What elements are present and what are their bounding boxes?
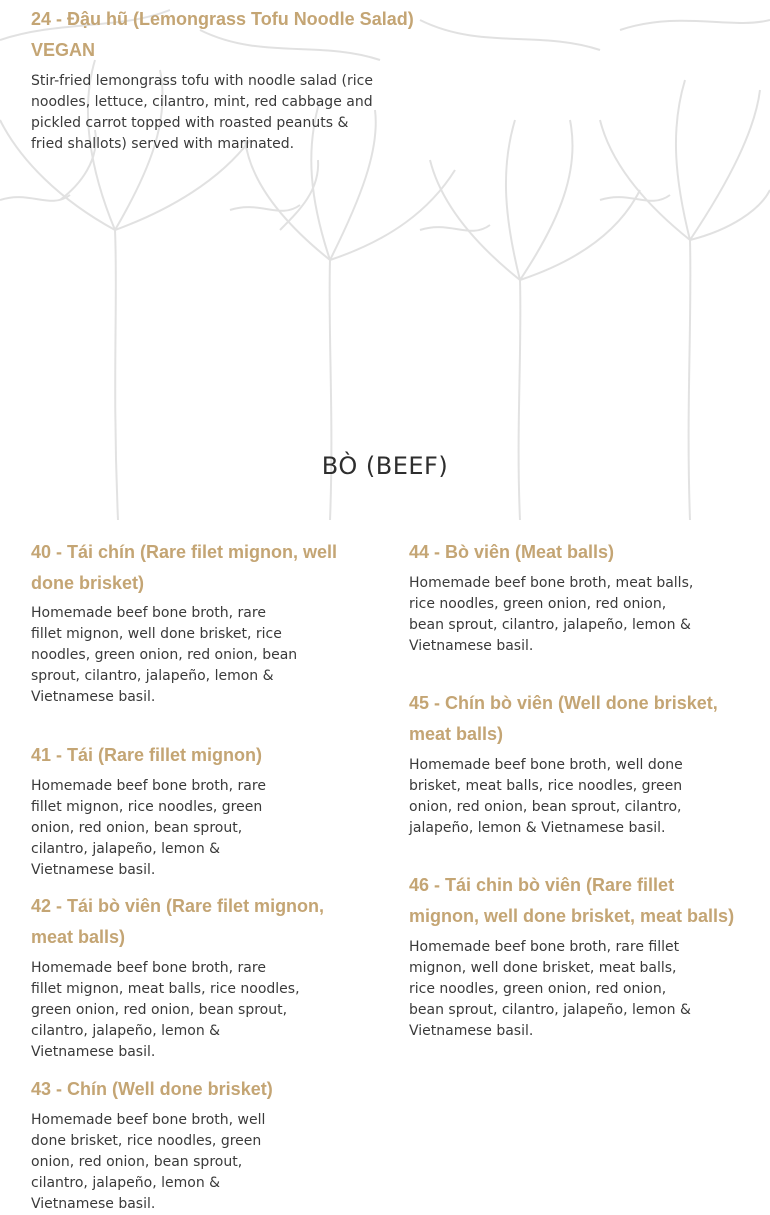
menu-item-description: Homemade beef bone broth, meat balls, rice noodles, green onion, red onion, bean sprout, cilantro, jalapeño, lemon & Vietnamese basil.: [409, 575, 694, 654]
menu-item-description: Homemade beef bone broth, rare fillet mignon, rice noodles, green onion, red onion, bean sprout, cilantro, jalapeño, lemon & Vietnamese basil.: [31, 778, 266, 878]
section-title-beef: BÒ (BEEF): [321, 452, 449, 480]
menu-item-description: Homemade beef bone broth, rare fillet mignon, well done brisket, meat balls, rice noodles, green onion, red onion, bean sprout, cilantro, jalapeño, lemon & Vietnamese basil.: [409, 939, 691, 1039]
menu-item-description: Stir-fried lemongrass tofu with noodle salad (rice noodles, lettuce, cilantro, mint, red cabbage and pickled carrot topped with roasted peanuts & fried shallots) served with marinated.: [31, 73, 373, 152]
menu-item-title: 43 - Chín (Well done brisket): [31, 1079, 273, 1099]
menu-item-title: 40 - Tái chín (Rare filet mignon, well done brisket): [31, 542, 338, 593]
menu-item-description: Homemade beef bone broth, well done brisket, meat balls, rice noodles, green onion, red onion, bean sprout, cilantro, jalapeño, lemon & Vietnamese basil.: [409, 757, 683, 836]
menu-item-title: 24 - Đậu hũ (Lemongrass Tofu Noodle Salad): [31, 9, 414, 29]
vegan-tag: VEGAN: [31, 40, 96, 60]
menu-item-description: Homemade beef bone broth, well done brisket, rice noodles, green onion, red onion, bean sprout, cilantro, jalapeño, lemon & Vietnamese basil.: [31, 1112, 266, 1212]
menu-item-description: Homemade beef bone broth, rare fillet mignon, meat balls, rice noodles, green onion, red onion, bean sprout, cilantro, jalapeño, lemon & Vietnamese basil.: [31, 960, 300, 1060]
menu-item-title: 41 - Tái (Rare fillet mignon): [31, 745, 263, 765]
menu-item-title: 44 - Bò viên (Meat balls): [409, 542, 615, 562]
menu-item-title: 45 - Chín bò viên (Well done brisket, meat balls): [409, 693, 718, 744]
menu-item-title: 46 - Tái chin bò viên (Rare fillet mignon, well done brisket, meat balls): [409, 875, 735, 926]
menu-item-title: 42 - Tái bò viên (Rare filet mignon, meat balls): [31, 896, 325, 947]
menu-item-description: Homemade beef bone broth, rare fillet mignon, well done brisket, rice noodles, green onion, red onion, bean sprout, cilantro, jalapeño, lemon & Vietnamese basil.: [31, 605, 298, 705]
